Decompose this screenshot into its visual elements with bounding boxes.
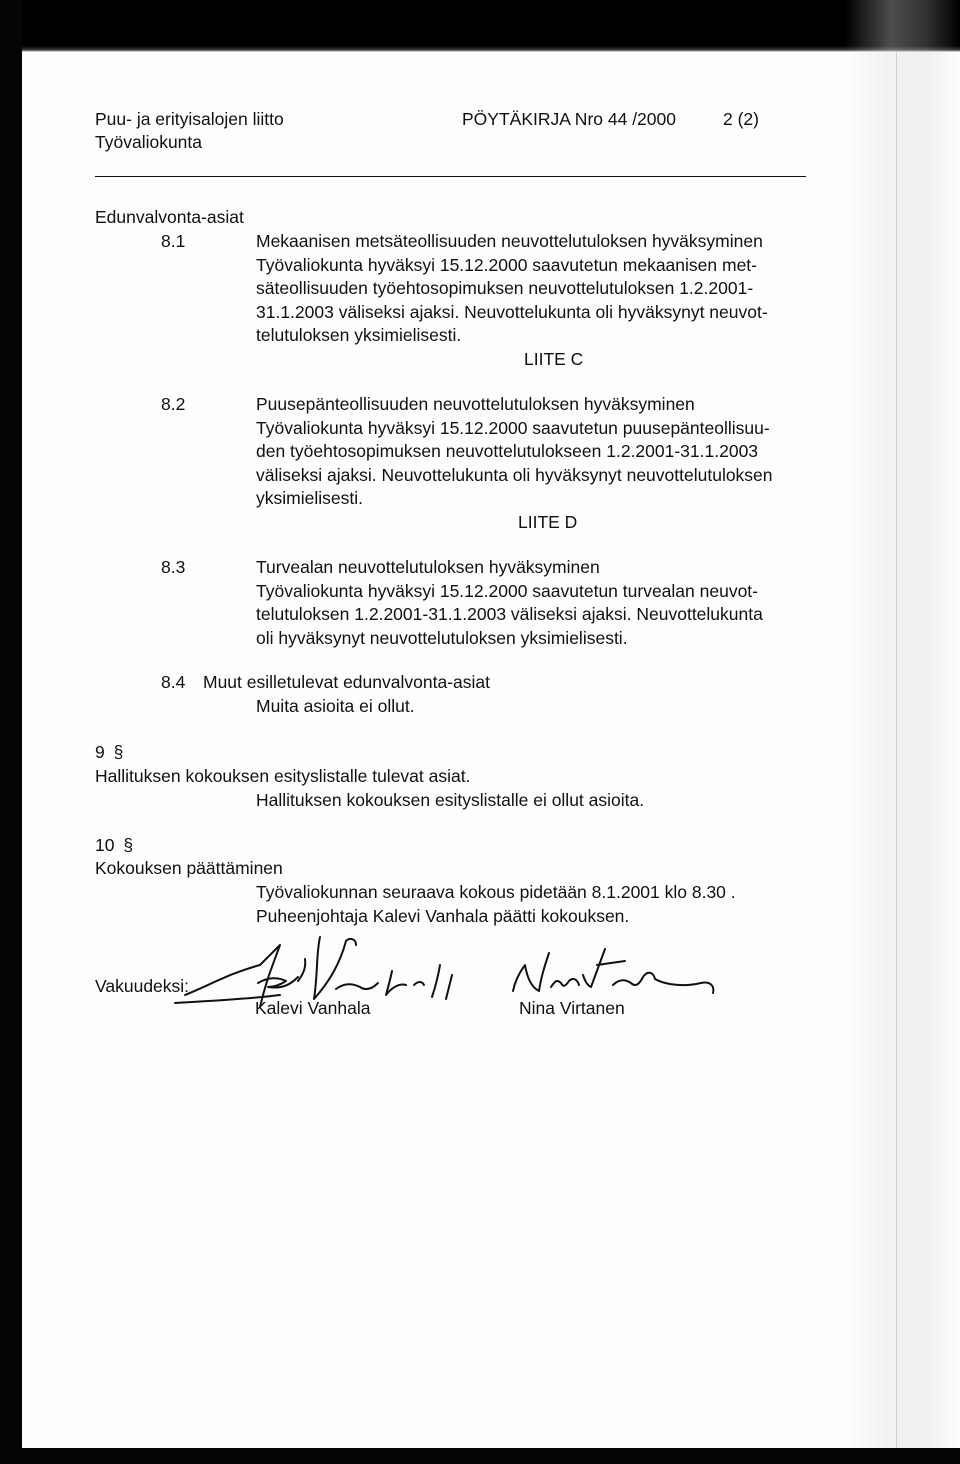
item-text-line: telutuloksen 1.2.2001-31.1.2003 väliseksi ajaksi. Neuvottelukunta: [256, 604, 763, 624]
item-text-line: Työvaliokunta hyväksyi 15.12.2000 saavutetun mekaanisen met-: [256, 255, 757, 275]
scan-border-bottom: [0, 1448, 960, 1464]
section10-text-line: Työvaliokunnan seuraava kokous pidetään 8.1.2001 klo 8.30 .: [256, 882, 736, 902]
item-text-line: yksimielisesti.: [256, 488, 363, 508]
item-title: Turvealan neuvottelutuloksen hyväksyminen: [256, 557, 600, 577]
attachment-label: LIITE C: [524, 349, 584, 369]
scan-shadow-right: [845, 0, 960, 1464]
header-organization: Puu- ja erityisalojen liitto: [95, 109, 284, 129]
item-title: Mekaanisen metsäteollisuuden neuvottelutuloksen hyväksyminen: [256, 231, 763, 251]
signer-name: Kalevi Vanhala: [255, 998, 371, 1018]
section9-number: [95, 741, 123, 763]
header-divider: [95, 176, 806, 177]
item-text-line: väliseksi ajaksi. Neuvottelukunta oli hyväksynyt neuvottelutuloksen: [256, 465, 773, 485]
item-number: 8.1: [161, 231, 186, 251]
section10-heading: Kokouksen päättäminen: [95, 858, 283, 878]
document-title: PÖYTÄKIRJA Nro 44 /2000: [462, 109, 676, 129]
section10-number: [95, 834, 133, 856]
section10-number-text: 10: [95, 835, 115, 855]
item-text-line: Työvaliokunta hyväksyi 15.12.2000 saavutetun turvealan neuvot-: [256, 581, 758, 601]
section9-text: Hallituksen kokouksen esityslistalle ei ollut asioita.: [256, 790, 645, 810]
scan-border-left: [0, 0, 22, 1464]
item-text-line: Työvaliokunta hyväksyi 15.12.2000 saavutetun puusepänteollisuu-: [256, 418, 770, 438]
signature-nina-virtanen: [505, 935, 725, 1005]
scan-edge-line: [896, 52, 897, 1452]
item-number: 8.3: [161, 557, 186, 577]
header-committee: Työvaliokunta: [95, 132, 203, 152]
page-number: 2 (2): [723, 109, 759, 129]
item-text-line: säteollisuuden työehtosopimuksen neuvottelutuloksen 1.2.2001-: [256, 278, 754, 298]
section9-heading: Hallituksen kokouksen esityslistalle tulevat asiat.: [95, 766, 471, 786]
section-heading: Edunvalvonta-asiat: [95, 207, 244, 227]
item-text-line: 31.1.2003 väliseksi ajaksi. Neuvottelukunta oli hyväksynyt neuvot-: [256, 302, 768, 322]
item-number: 8.2: [161, 394, 186, 414]
section10-text-line: Puheenjohtaja Kalevi Vanhala päätti kokouksen.: [256, 906, 630, 926]
paragraph-symbol: §: [123, 835, 134, 855]
item-text-line: den työehtosopimuksen neuvottelutulokseen 1.2.2001-31.1.2003: [256, 441, 759, 461]
item-text-line: telutuloksen yksimielisesti.: [256, 325, 462, 345]
signature-label: Vakuudeksi:: [95, 976, 190, 996]
scan-border-top: [0, 0, 960, 52]
paragraph-symbol: §: [113, 742, 124, 762]
item-title: Puusepänteollisuuden neuvottelutuloksen hyväksyminen: [256, 394, 695, 414]
attachment-label: LIITE D: [518, 512, 578, 532]
signer-name: Nina Virtanen: [519, 998, 625, 1018]
item-number: 8.4: [161, 672, 186, 692]
section9-number-text: 9: [95, 742, 105, 762]
item-title: Muut esilletulevat edunvalvonta-asiat: [203, 672, 490, 692]
item-text-line: oli hyväksynyt neuvottelutuloksen yksimielisesti.: [256, 628, 628, 648]
item-text-line: Muita asioita ei ollut.: [256, 696, 415, 716]
